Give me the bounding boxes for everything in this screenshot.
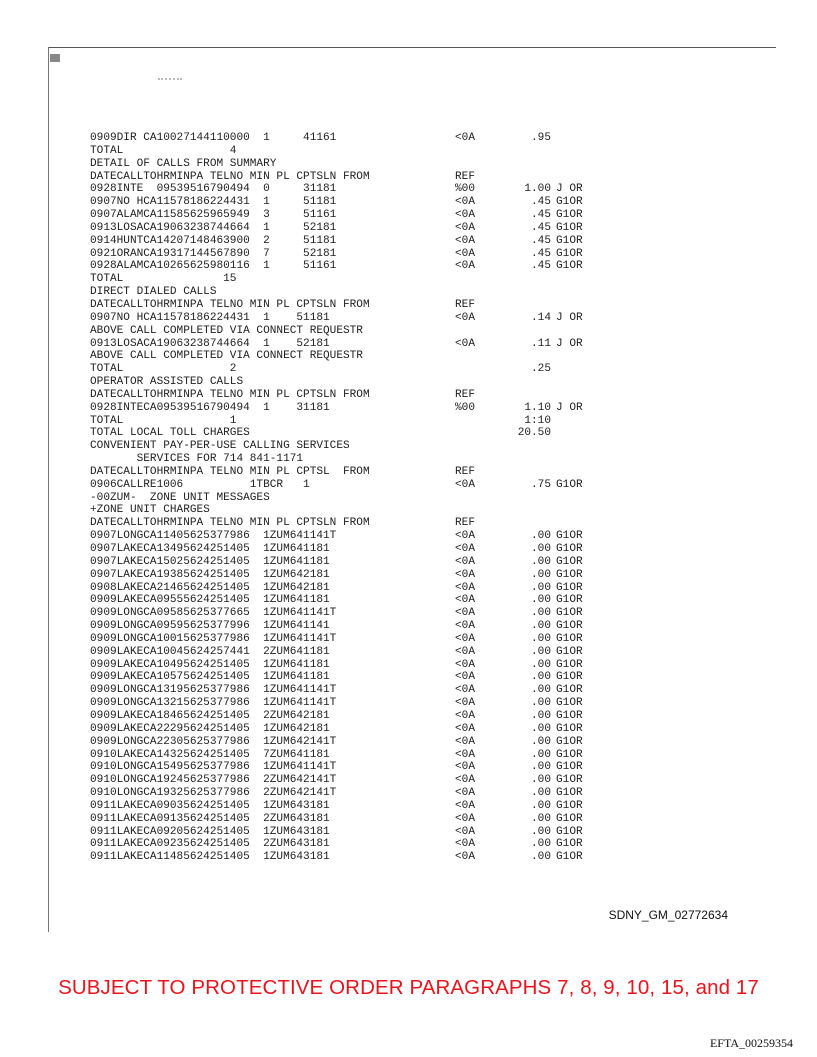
listing-line bbox=[90, 697, 730, 710]
ref-code: <0A bbox=[455, 478, 475, 491]
listing-line bbox=[90, 774, 730, 787]
line-text: 0907LAKECA15025624251405 1ZUM641181 bbox=[90, 555, 330, 568]
line-text: 0907LAKECA13495624251405 1ZUM641181 bbox=[90, 543, 330, 555]
listing-line bbox=[90, 787, 730, 800]
listing-line bbox=[90, 607, 730, 620]
flag: G1OR bbox=[556, 812, 583, 825]
ref-code: REF bbox=[455, 517, 475, 530]
line-text: 0909LONGCA09595625377996 1ZUM641141 bbox=[90, 620, 330, 633]
listing-line bbox=[90, 209, 730, 222]
ref-code: <0A bbox=[455, 594, 475, 607]
listing-line bbox=[90, 633, 730, 646]
ref-code: %00 bbox=[455, 401, 475, 414]
flag: J OR bbox=[556, 183, 583, 196]
ref-code: REF bbox=[455, 465, 475, 478]
line-text: 0907ALAMCA11585625965949 3 51161 bbox=[90, 209, 337, 222]
flag: G1OR bbox=[556, 735, 583, 748]
flag: G1OR bbox=[556, 722, 583, 735]
amount: .00 bbox=[531, 607, 551, 620]
line-text: 0909DIR CA10027144110000 1 41161 bbox=[90, 132, 337, 144]
line-text: 0928ALAMCA10265625980116 1 51161 bbox=[90, 260, 337, 273]
flag: G1OR bbox=[556, 594, 583, 607]
line-text: 0909LONGCA10015625377986 1ZUM641141T bbox=[90, 632, 337, 645]
ref-code: <0A bbox=[455, 774, 475, 787]
ref-code: <0A bbox=[455, 132, 475, 144]
listing-line bbox=[90, 582, 730, 595]
flag: G1OR bbox=[556, 748, 583, 761]
line-text: 0909LONGCA13195625377986 1ZUM641141T bbox=[90, 684, 337, 697]
listing-line bbox=[90, 132, 730, 145]
line-text: 0909LAKECA22295624251405 1ZUM642181 bbox=[90, 722, 330, 735]
amount: .00 bbox=[531, 530, 551, 543]
flag: G1OR bbox=[556, 478, 583, 491]
line-text: DATECALLTOHRMINPA TELNO MIN PL CPTSLN FROM bbox=[90, 517, 370, 530]
amount: .75 bbox=[531, 478, 551, 491]
line-text: 0928INTECA09539516790494 1 31181 bbox=[90, 401, 330, 414]
line-text: 0910LONGCA15495625377986 1ZUM641141T bbox=[90, 761, 337, 774]
amount: .00 bbox=[531, 709, 551, 722]
flag: G1OR bbox=[556, 581, 583, 594]
ref-code: <0A bbox=[455, 530, 475, 543]
line-text: +ZONE UNIT CHARGES bbox=[90, 504, 210, 517]
line-text: 0914HUNTCA14207148463900 2 51181 bbox=[90, 234, 337, 247]
listing-line bbox=[90, 273, 730, 286]
ref-code: REF bbox=[455, 388, 475, 401]
amount: .00 bbox=[531, 787, 551, 800]
listing-line bbox=[90, 415, 730, 428]
listing-line bbox=[90, 517, 730, 530]
amount: 1.00 bbox=[524, 183, 551, 196]
flag: G1OR bbox=[556, 543, 583, 555]
listing-line bbox=[90, 543, 730, 556]
line-text: 0909LONGCA09585625377665 1ZUM641141T bbox=[90, 607, 337, 620]
line-text: DATECALLTOHRMINPA TELNO MIN PL CPTSL FROM bbox=[90, 465, 370, 478]
flag: G1OR bbox=[556, 247, 583, 260]
listing-line bbox=[90, 620, 730, 633]
amount: .00 bbox=[531, 671, 551, 684]
listing-line bbox=[90, 761, 730, 774]
ref-code: <0A bbox=[455, 221, 475, 234]
amount: .00 bbox=[531, 697, 551, 710]
amount: .00 bbox=[531, 658, 551, 671]
flag: G1OR bbox=[556, 684, 583, 697]
amount: .00 bbox=[531, 851, 551, 864]
top-border-line bbox=[48, 47, 776, 48]
ref-code: <0A bbox=[455, 697, 475, 710]
listing-line bbox=[90, 312, 730, 325]
amount: .45 bbox=[531, 221, 551, 234]
ref-code: <0A bbox=[455, 658, 475, 671]
amount: .00 bbox=[531, 838, 551, 851]
listing-line bbox=[90, 646, 730, 659]
ref-code: <0A bbox=[455, 209, 475, 222]
amount: .45 bbox=[531, 196, 551, 209]
ref-code: <0A bbox=[455, 671, 475, 684]
listing-line bbox=[90, 800, 730, 813]
ref-code: <0A bbox=[455, 260, 475, 273]
ref-code: <0A bbox=[455, 645, 475, 658]
protective-order-legend: SUBJECT TO PROTECTIVE ORDER PARAGRAPHS 7, 8, 9, 10, 15, and 17 bbox=[58, 976, 759, 999]
amount: .00 bbox=[531, 748, 551, 761]
line-text: TOTAL 2 bbox=[90, 363, 237, 376]
line-text: 0911LAKECA11485624251405 1ZUM643181 bbox=[90, 851, 330, 864]
flag: G1OR bbox=[556, 787, 583, 800]
line-text: 0907LAKECA19385624251405 1ZUM642181 bbox=[90, 568, 330, 581]
flag: G1OR bbox=[556, 260, 583, 273]
flag: J OR bbox=[556, 311, 583, 324]
listing-line bbox=[90, 530, 730, 543]
line-text: 0909LAKECA18465624251405 2ZUM642181 bbox=[90, 709, 330, 722]
ref-code: <0A bbox=[455, 581, 475, 594]
listing-line bbox=[90, 389, 730, 402]
listing-line bbox=[90, 350, 730, 363]
listing-line bbox=[90, 684, 730, 697]
line-text: 0911LAKECA09235624251405 2ZUM643181 bbox=[90, 838, 330, 851]
listing-line bbox=[90, 363, 730, 376]
ref-code: <0A bbox=[455, 234, 475, 247]
line-text: TOTAL LOCAL TOLL CHARGES bbox=[90, 427, 250, 440]
ref-code: <0A bbox=[455, 709, 475, 722]
call-detail-listing bbox=[90, 132, 730, 864]
ref-code: %00 bbox=[455, 183, 475, 196]
listing-line bbox=[90, 659, 730, 672]
listing-line bbox=[90, 749, 730, 762]
amount: .00 bbox=[531, 774, 551, 787]
ref-code: <0A bbox=[455, 247, 475, 260]
listing-line bbox=[90, 440, 730, 453]
line-text: 0909LAKECA10495624251405 1ZUM641181 bbox=[90, 658, 330, 671]
listing-line bbox=[90, 826, 730, 839]
listing-line bbox=[90, 851, 730, 864]
listing-line bbox=[90, 723, 730, 736]
listing-line bbox=[90, 171, 730, 184]
amount: .00 bbox=[531, 632, 551, 645]
flag: G1OR bbox=[556, 234, 583, 247]
line-text: 0913LOSACA19063238744664 1 52181 bbox=[90, 221, 337, 234]
flag: G1OR bbox=[556, 530, 583, 543]
listing-line bbox=[90, 427, 730, 440]
listing-line bbox=[90, 736, 730, 749]
ref-code: <0A bbox=[455, 722, 475, 735]
listing-line bbox=[90, 235, 730, 248]
line-text: CONVENIENT PAY-PER-USE CALLING SERVICES bbox=[90, 440, 350, 453]
line-text: ABOVE CALL COMPLETED VIA CONNECT REQUESTR bbox=[90, 324, 363, 337]
listing-line bbox=[90, 492, 730, 505]
amount: .11 bbox=[531, 337, 551, 350]
amount: .00 bbox=[531, 684, 551, 697]
ref-code: <0A bbox=[455, 838, 475, 851]
listing-line bbox=[90, 286, 730, 299]
amount: .00 bbox=[531, 594, 551, 607]
amount: .00 bbox=[531, 735, 551, 748]
line-text: 0907NO HCA11578186224431 1 51181 bbox=[90, 311, 330, 324]
scan-corner-mark bbox=[50, 54, 60, 62]
bates-number: SDNY_GM_02772634 bbox=[608, 908, 728, 922]
line-text: 0911LAKECA09205624251405 1ZUM643181 bbox=[90, 825, 330, 838]
amount: .00 bbox=[531, 543, 551, 555]
flag: G1OR bbox=[556, 607, 583, 620]
flag: G1OR bbox=[556, 671, 583, 684]
ref-code: <0A bbox=[455, 311, 475, 324]
listing-line bbox=[90, 671, 730, 684]
line-text: 0909LAKECA10045624257441 2ZUM641181 bbox=[90, 645, 330, 658]
amount: .00 bbox=[531, 812, 551, 825]
listing-line bbox=[90, 248, 730, 261]
amount: .00 bbox=[531, 620, 551, 633]
line-text: 0909LAKECA10575624251405 1ZUM641181 bbox=[90, 671, 330, 684]
line-text: 0909LAKECA09555624251405 1ZUM641181 bbox=[90, 594, 330, 607]
line-text: 0910LAKECA14325624251405 7ZUM641181 bbox=[90, 748, 330, 761]
flag: G1OR bbox=[556, 568, 583, 581]
scan-specks bbox=[158, 78, 182, 83]
line-text: 0921ORANCA19317144567890 7 52181 bbox=[90, 247, 337, 260]
listing-line bbox=[90, 453, 730, 466]
flag: G1OR bbox=[556, 774, 583, 787]
flag: G1OR bbox=[556, 799, 583, 812]
amount: .00 bbox=[531, 568, 551, 581]
flag: G1OR bbox=[556, 838, 583, 851]
line-text: 0907LONGCA11405625377986 1ZUM641141T bbox=[90, 530, 337, 543]
listing-line bbox=[90, 260, 730, 273]
amount: .14 bbox=[531, 311, 551, 324]
listing-line bbox=[90, 710, 730, 723]
line-text: DETAIL OF CALLS FROM SUMMARY bbox=[90, 157, 277, 170]
listing-line bbox=[90, 466, 730, 479]
amount: .45 bbox=[531, 209, 551, 222]
flag: J OR bbox=[556, 401, 583, 414]
ref-code: REF bbox=[455, 298, 475, 311]
efta-identifier: EFTA_00259354 bbox=[709, 1036, 793, 1050]
ref-code: <0A bbox=[455, 735, 475, 748]
ref-code: <0A bbox=[455, 825, 475, 838]
line-text: 0928INTE 09539516790494 0 31181 bbox=[90, 183, 337, 196]
flag: J OR bbox=[556, 337, 583, 350]
ref-code: <0A bbox=[455, 812, 475, 825]
flag: G1OR bbox=[556, 209, 583, 222]
amount: .00 bbox=[531, 825, 551, 838]
ref-code: <0A bbox=[455, 748, 475, 761]
line-text: OPERATOR ASSISTED CALLS bbox=[90, 376, 244, 389]
left-border-line bbox=[48, 47, 49, 932]
flag: G1OR bbox=[556, 697, 583, 710]
flag: G1OR bbox=[556, 555, 583, 568]
line-text: ABOVE CALL COMPLETED VIA CONNECT REQUESTR bbox=[90, 350, 363, 363]
ref-code: <0A bbox=[455, 799, 475, 812]
amount: .95 bbox=[531, 132, 551, 144]
line-text: 0910LONGCA19245625377986 2ZUM642141T bbox=[90, 774, 337, 787]
listing-line bbox=[90, 569, 730, 582]
listing-line bbox=[90, 338, 730, 351]
flag: G1OR bbox=[556, 645, 583, 658]
ref-code: <0A bbox=[455, 555, 475, 568]
flag: G1OR bbox=[556, 632, 583, 645]
flag: G1OR bbox=[556, 221, 583, 234]
listing-line bbox=[90, 376, 730, 389]
amount: 1:10 bbox=[524, 414, 551, 427]
flag: G1OR bbox=[556, 658, 583, 671]
flag: G1OR bbox=[556, 825, 583, 838]
line-text: 0911LAKECA09035624251405 1ZUM643181 bbox=[90, 799, 330, 812]
line-text: 0908LAKECA21465624251405 1ZUM642181 bbox=[90, 581, 330, 594]
line-text: 0911LAKECA09135624251405 2ZUM643181 bbox=[90, 812, 330, 825]
listing-line bbox=[90, 479, 730, 492]
listing-line bbox=[90, 838, 730, 851]
line-text: DIRECT DIALED CALLS bbox=[90, 286, 217, 299]
ref-code: <0A bbox=[455, 568, 475, 581]
line-text: TOTAL 4 bbox=[90, 144, 237, 157]
amount: 1.10 bbox=[524, 401, 551, 414]
line-text: DATECALLTOHRMINPA TELNO MIN PL CPTSLN FROM bbox=[90, 388, 370, 401]
amount: .45 bbox=[531, 260, 551, 273]
amount: .00 bbox=[531, 722, 551, 735]
ref-code: <0A bbox=[455, 607, 475, 620]
flag: G1OR bbox=[556, 709, 583, 722]
listing-line bbox=[90, 196, 730, 209]
line-text: 0910LONGCA19325625377986 2ZUM642141T bbox=[90, 787, 337, 800]
listing-line bbox=[90, 222, 730, 235]
line-text: 0906CALLRE1006 1TBCR 1 bbox=[90, 478, 310, 491]
listing-line bbox=[90, 813, 730, 826]
ref-code: <0A bbox=[455, 196, 475, 209]
listing-line bbox=[90, 145, 730, 158]
amount: .00 bbox=[531, 799, 551, 812]
listing-line bbox=[90, 556, 730, 569]
listing-line bbox=[90, 504, 730, 517]
line-text: TOTAL 15 bbox=[90, 273, 237, 286]
line-text: 0913LOSACA19063238744664 1 52181 bbox=[90, 337, 330, 350]
amount: .00 bbox=[531, 555, 551, 568]
line-text: DATECALLTOHRMINPA TELNO MIN PL CPTSLN FROM bbox=[90, 170, 370, 183]
listing-line bbox=[90, 402, 730, 415]
line-text: DATECALLTOHRMINPA TELNO MIN PL CPTSLN FROM bbox=[90, 298, 370, 311]
ref-code: <0A bbox=[455, 632, 475, 645]
amount: .45 bbox=[531, 234, 551, 247]
flag: G1OR bbox=[556, 761, 583, 774]
listing-line bbox=[90, 594, 730, 607]
amount: 20.50 bbox=[517, 427, 551, 440]
ref-code: REF bbox=[455, 170, 475, 183]
ref-code: <0A bbox=[455, 337, 475, 350]
line-text: 0909LONGCA22305625377986 1ZUM642141T bbox=[90, 735, 337, 748]
amount: .25 bbox=[531, 363, 551, 376]
listing-line bbox=[90, 299, 730, 312]
ref-code: <0A bbox=[455, 684, 475, 697]
amount: .45 bbox=[531, 247, 551, 260]
line-text: 0907NO HCA11578186224431 1 51181 bbox=[90, 196, 337, 209]
line-text: 0909LONGCA13215625377986 1ZUM641141T bbox=[90, 697, 337, 710]
ref-code: <0A bbox=[455, 787, 475, 800]
listing-line bbox=[90, 325, 730, 338]
flag: G1OR bbox=[556, 620, 583, 633]
amount: .00 bbox=[531, 761, 551, 774]
ref-code: <0A bbox=[455, 851, 475, 864]
amount: .00 bbox=[531, 645, 551, 658]
line-text: TOTAL 1 bbox=[90, 414, 237, 427]
flag: G1OR bbox=[556, 196, 583, 209]
amount: .00 bbox=[531, 581, 551, 594]
ref-code: <0A bbox=[455, 761, 475, 774]
listing-line bbox=[90, 183, 730, 196]
line-text: -00ZUM- ZONE UNIT MESSAGES bbox=[90, 491, 270, 504]
flag: G1OR bbox=[556, 851, 583, 864]
listing-line bbox=[90, 158, 730, 171]
ref-code: <0A bbox=[455, 543, 475, 555]
ref-code: <0A bbox=[455, 620, 475, 633]
line-text: SERVICES FOR 714 841-1171 bbox=[90, 453, 304, 466]
